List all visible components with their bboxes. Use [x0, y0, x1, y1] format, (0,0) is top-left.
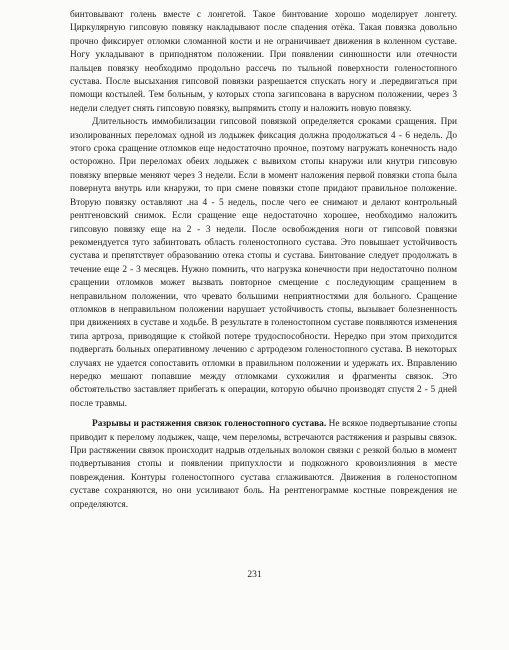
paragraph-gap	[70, 411, 457, 418]
paragraph-ligament-text: Не всякое подвертывание стопы приводит к перелому лодыжек, чаще, чем переломы, встречаются растяжения и разрывы связок. При растяжении связок происходит надрыв отдельных волокон связки с резкой болью в момент подвертывания стопы и появлении припухлости и подкожного кровоизлияния в месте повреждения. Контуры голеностопного сустава сглаживаются. Движения в голеностопном суставе сохраняются, но они усиливают боль. На рентгенограмме костные повреждения не определяются.	[70, 419, 457, 510]
section-heading: Разрывы и растяжения связок голеностопного сустава.	[92, 419, 327, 430]
paragraph-ligament-injuries	[70, 418, 457, 512]
page-number: 231	[247, 570, 262, 580]
body-text	[70, 9, 457, 512]
paragraph-bandaging: бинтовывают голень вместе с лонгетой. Такое бинтование хорошо моделирует лонгету. Циркулярную гипсовую повязку накладывают после спадения отёка. Такая повязка довольно прочно фиксирует отломки сломанной кости и не ограничивает движения в коленном суставе. Ногу укладывают в приподнятом положении. При появлении синюшности или отечности пальцев повязку необходимо продольно рассечь по тыльной поверхности голеностопного сустава. После высыхания гипсовой повязки разрешается спускать ногу и .передвигаться при помощи костылей. Тем больным, у которых стопа загипсована в варусном положении, через 3 недели следует снять гипсовую повязку, выпрямить стопу и наложить новую повязку.	[70, 10, 457, 114]
paragraph-immobilization: Длительность иммобилизации гипсовой повязкой определяется сроками сращения. При изолированных переломах одной из лодыжек фиксация должна продолжаться 4 - 6 недель. До этого срока сращение отломков еще недостаточно прочное, поэтому нагружать конечность надо осторожно. При переломах обеих лодыжек с вывихом стопы кнаружи или кнутри гипсовую повязку впервые меняют через 3 недели. Если в момент наложения первой повязки стопа была повернута внутрь или кнаружи, то при смене повязки стопе придают правильное положение. Вторую повязку оставляют .на 4 - 5 недель, после чего ее снимают и делают контрольный рентгеновский снимок. Если сращение еще недостаточно хорошее, необходимо наложить гипсовую повязку еще на 2 - 3 недели. После освобождения ноги от гипсовой повязки рекомендуется туго забинтовать область голеностопного сустава. Это повышает устойчивость сустава и препятствует образованию отека стопы и сустава. Бинтование следует продолжать в течение еще 2 - 3 месяцев. Нужно помнить, что нагрузка конечности при недостаточно полном сращении отломков может вызвать повторное смещение с последующим сращением в неправильном положении, что чревато большими неприятностями для больного. Сращение отломков в неправильном положении нарушает устойчивость стопы, вызывает болезненность при движениях в суставе и ходьбе. В результате в голеностопном суставе появляются изменения типа артроза, приводящие к стойкой потере трудоспособности. Нередко при этом приходится подвергать больных оперативному лечению с артродезом голеностопного сустава. В некоторых случаях не удается сопоставить отломки в правильном положении и удержать их. Вправлению нередко мешают попавшие между отломками сухожилия и фрагменты связок. Это обстоятельство заставляет прибегать к операции, которую обычно производят спустя 2 - 5 дней после травмы.	[70, 117, 457, 409]
